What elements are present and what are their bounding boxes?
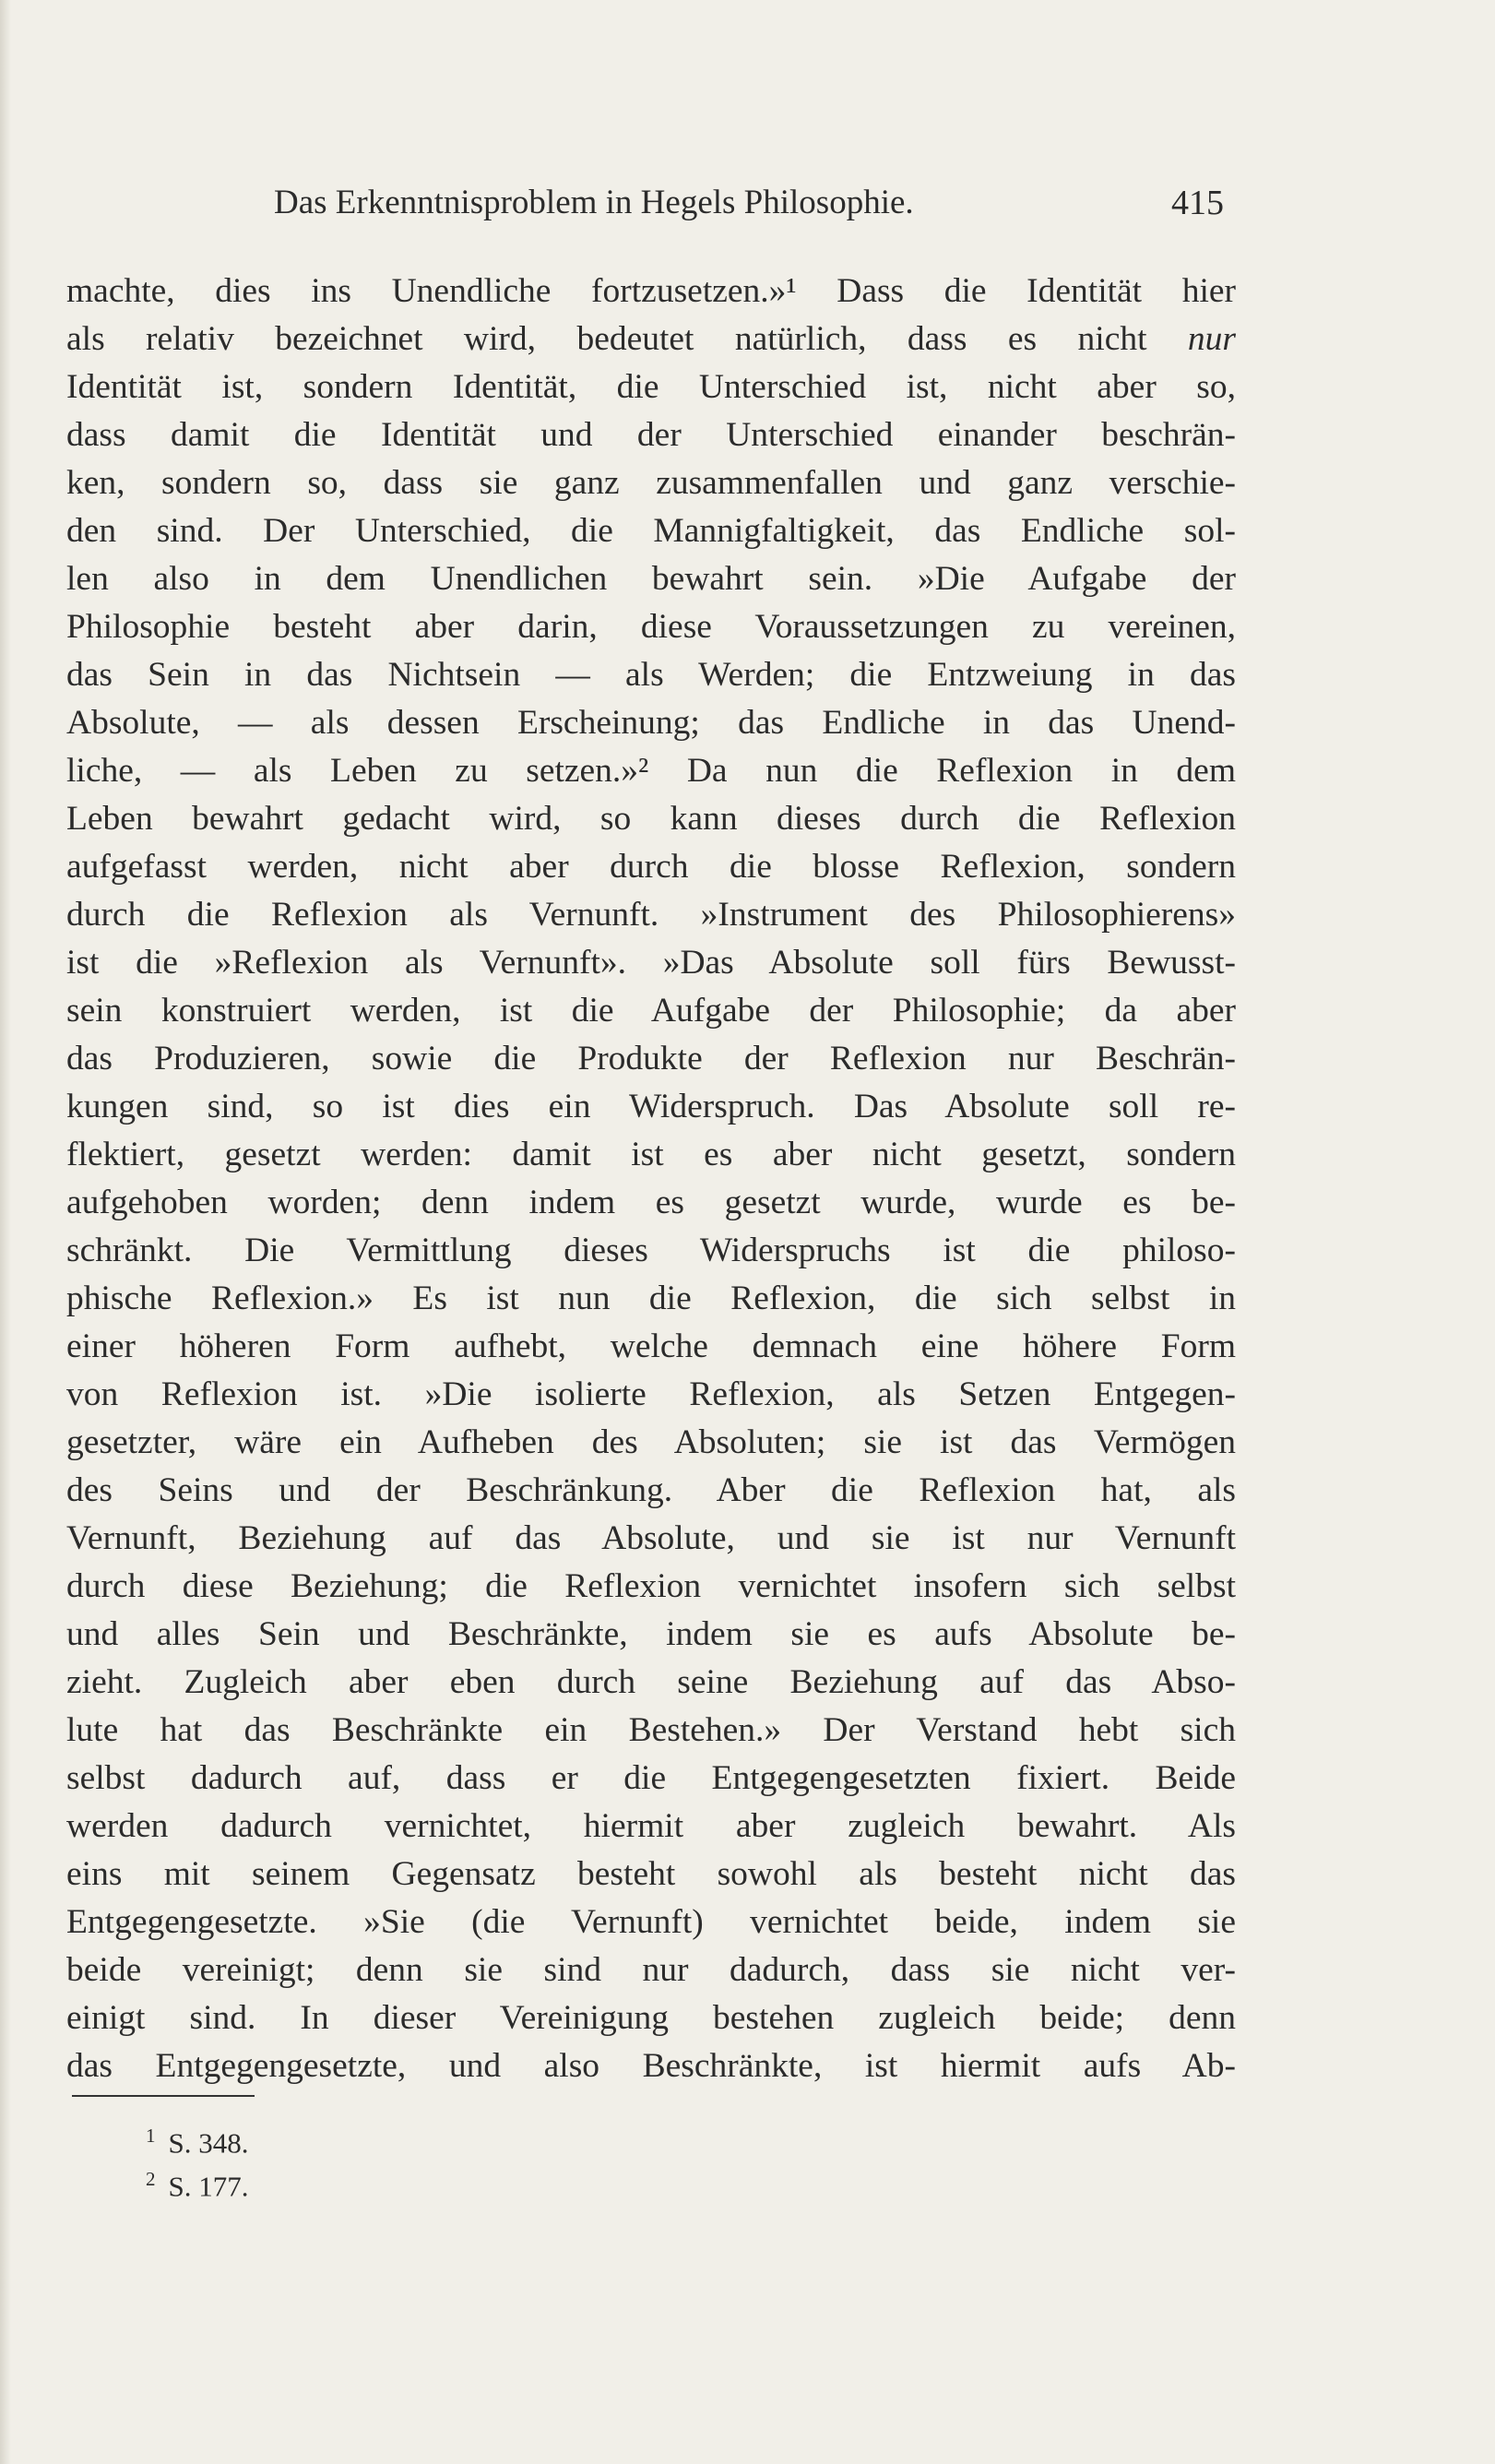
text-line-content: len also in dem Unendlichen bewahrt sein. »Die Aufgabe der — [66, 560, 1236, 598]
footnote-mark: 2 — [146, 2168, 156, 2190]
text-line-content: als relativ bezeichnet wird, bedeutet natürlich, dass es nicht nur — [66, 320, 1236, 358]
page-edge — [0, 0, 11, 2464]
text-line-content: flektiert, gesetzt werden: damit ist es aber nicht gesetzt, sondern — [66, 1136, 1236, 1173]
footnote-text: S. 177. — [168, 2170, 249, 2203]
text-line — [66, 363, 1236, 411]
text-line-content: aufgefasst werden, nicht aber durch die blosse Reflexion, sondern — [66, 848, 1236, 886]
text-line — [66, 2042, 1236, 2090]
text-line-content: ist die »Reflexion als Vernunft». »Das Absolute soll fürs Bewusst- — [66, 944, 1236, 982]
text-line — [66, 939, 1236, 987]
text-line-content: des Seins und der Beschränkung. Aber die Reflexion hat, als — [66, 1471, 1236, 1509]
text-line-content: das Produzieren, sowie die Produkte der Reflexion nur Beschrän- — [66, 1040, 1236, 1077]
text-line — [66, 1323, 1236, 1371]
text-line — [66, 459, 1236, 507]
text-line — [66, 1659, 1236, 1707]
text-line-content: Entgegengesetzte. »Sie (die Vernunft) vernichtet beide, indem sie — [66, 1903, 1236, 1941]
footnote — [146, 2114, 249, 2158]
text-line-content: werden dadurch vernichtet, hiermit aber zugleich bewahrt. Als — [66, 1807, 1236, 1845]
text-line-content: sein konstruiert werden, ist die Aufgabe der Philosophie; da aber — [66, 992, 1236, 1030]
footnote — [146, 2158, 249, 2201]
text-line-content: ken, sondern so, dass sie ganz zusammenfallen und ganz verschie- — [66, 464, 1236, 502]
text-line — [66, 1994, 1236, 2042]
footnote-mark: 1 — [146, 2125, 156, 2147]
text-line-content: Vernunft, Beziehung auf das Absolute, und sie ist nur Vernunft — [66, 1519, 1236, 1557]
text-line-content: zieht. Zugleich aber eben durch seine Beziehung auf das Abso- — [66, 1663, 1236, 1701]
text-line — [66, 651, 1236, 699]
text-line — [66, 699, 1236, 747]
text-line — [66, 315, 1236, 363]
text-line — [66, 987, 1236, 1035]
text-line — [66, 1467, 1236, 1515]
text-line-content: selbst dadurch auf, dass er die Entgegengesetzten fixiert. Beide — [66, 1759, 1236, 1797]
text-line-content: dass damit die Identität und der Unterschied einander beschrän- — [66, 416, 1236, 454]
text-line — [66, 1611, 1236, 1659]
text-line — [66, 843, 1236, 891]
text-line — [66, 1515, 1236, 1563]
text-line — [66, 1563, 1236, 1611]
body-text — [66, 268, 1236, 2090]
running-title: Das Erkenntnisproblem in Hegels Philosophie. — [274, 184, 914, 221]
text-line-content: den sind. Der Unterschied, die Mannigfaltigkeit, das Endliche sol- — [66, 512, 1236, 550]
text-line-content: einigt sind. In dieser Vereinigung bestehen zugleich beide; denn — [66, 1999, 1236, 2037]
emphasis: nur — [1187, 320, 1236, 358]
text-line-content: das Sein in das Nichtsein — als Werden; die Entzweiung in das — [66, 656, 1236, 694]
text-line — [66, 1803, 1236, 1851]
text-line — [66, 507, 1236, 555]
text-line — [66, 1899, 1236, 1946]
footnote-rule — [72, 2095, 255, 2097]
text-line — [66, 1851, 1236, 1899]
text-line-content: schränkt. Die Vermittlung dieses Widerspruchs ist die philoso- — [66, 1232, 1236, 1269]
text-line-content: beide vereinigt; denn sie sind nur dadurch, dass sie nicht ver- — [66, 1951, 1236, 1989]
text-line — [66, 555, 1236, 603]
page-number: 415 — [1171, 184, 1224, 222]
text-line — [66, 747, 1236, 795]
text-line — [66, 1083, 1236, 1131]
text-line — [66, 1707, 1236, 1755]
text-line — [66, 891, 1236, 939]
text-line-content: das Entgegengesetzte, und also Beschränkte, ist hiermit aufs Ab- — [66, 2047, 1236, 2085]
text-line — [66, 1275, 1236, 1323]
text-line-content: liche, — als Leben zu setzen.»² Da nun die Reflexion in dem — [66, 752, 1236, 790]
text-line-content: Identität ist, sondern Identität, die Unterschied ist, nicht aber so, — [66, 368, 1236, 406]
text-line — [66, 1179, 1236, 1227]
text-line-content: gesetzter, wäre ein Aufheben des Absoluten; sie ist das Vermögen — [66, 1423, 1236, 1461]
text-line — [66, 1371, 1236, 1419]
text-line — [66, 1227, 1236, 1275]
text-line — [66, 268, 1236, 315]
text-line-content: machte, dies ins Unendliche fortzusetzen.»¹ Dass die Identität hier — [66, 272, 1236, 310]
text-line — [66, 1755, 1236, 1803]
text-line — [66, 1419, 1236, 1467]
text-line-content: durch diese Beziehung; die Reflexion vernichtet insofern sich selbst — [66, 1567, 1236, 1605]
text-line — [66, 603, 1236, 651]
text-line-content: aufgehoben worden; denn indem es gesetzt wurde, wurde es be- — [66, 1184, 1236, 1221]
text-line — [66, 1131, 1236, 1179]
text-line-content: phische Reflexion.» Es ist nun die Reflexion, die sich selbst in — [66, 1280, 1236, 1317]
text-line-content: lute hat das Beschränkte ein Bestehen.» Der Verstand hebt sich — [66, 1711, 1236, 1749]
text-line-content: kungen sind, so ist dies ein Widerspruch. Das Absolute soll re- — [66, 1088, 1236, 1125]
text-line — [66, 795, 1236, 843]
text-line — [66, 1035, 1236, 1083]
running-header — [274, 183, 1224, 238]
text-line-content: Leben bewahrt gedacht wird, so kann dieses durch die Reflexion — [66, 800, 1236, 838]
text-line-content: einer höheren Form aufhebt, welche demnach eine höhere Form — [66, 1327, 1236, 1365]
text-line — [66, 411, 1236, 459]
text-line-content: und alles Sein und Beschränkte, indem sie es aufs Absolute be- — [66, 1615, 1236, 1653]
text-line-content: eins mit seinem Gegensatz besteht sowohl als besteht nicht das — [66, 1855, 1236, 1893]
text-line-content: durch die Reflexion als Vernunft. »Instrument des Philosophierens» — [66, 896, 1236, 934]
text-line-content: Philosophie besteht aber darin, diese Voraussetzungen zu vereinen, — [66, 608, 1236, 646]
footnote-text: S. 348. — [168, 2126, 249, 2160]
footnotes — [146, 2114, 249, 2201]
text-line-content: Absolute, — als dessen Erscheinung; das Endliche in das Unend- — [66, 704, 1236, 742]
text-line — [66, 1946, 1236, 1994]
text-line-content: von Reflexion ist. »Die isolierte Reflexion, als Setzen Entgegen- — [66, 1375, 1236, 1413]
